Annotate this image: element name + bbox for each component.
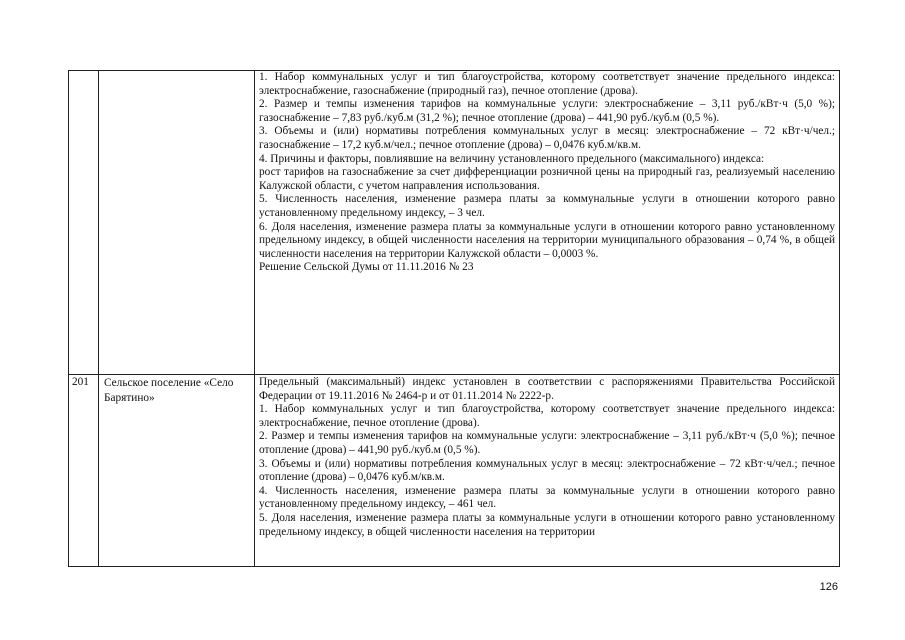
document-table [68, 70, 840, 567]
paragraph: 4. Численность населения, изменение размера платы за коммунальные услуги в отношении которого равно установленному предельному индексу, – 461 чел. [259, 484, 835, 511]
paragraph: рост тарифов на газоснабжение за счет дифференциации розничной цены на природный газ, реализуемый населению Калужской области, с учетом направления использования. [259, 166, 835, 192]
paragraph: 5. Численность населения, изменение размера платы за коммунальные услуги в отношении которого равно установленному предельному индексу, – 3 чел. [259, 193, 835, 219]
paragraph: 6. Доля населения, изменение размера платы за коммунальные услуги в отношении которого равно установленному предельному индексу, в общей численности населения на территории муниципального образования – 0,74 %, в общей численности населения на территории Калужской области – 0,0003 %. [259, 220, 835, 260]
table-border-left [68, 70, 69, 567]
row-divider [68, 374, 840, 375]
paragraph: 1. Набор коммунальных услуг и тип благоустройства, которому соответствует значение предельного индекса: электроснабжение, газоснабжение (природный газ), печное отопление (дрова). [259, 71, 835, 97]
decision-reference: Решение Сельской Думы от 11.11.2016 № 23 [259, 261, 474, 274]
paragraph: Предельный (максимальный) индекс установлен в соответствии с распоряжениями Правительства Российской Федерации от 19.11.2016 № 2464-р и от 01.11.2014 № 2222-р. [259, 376, 835, 402]
row-content-prev [259, 71, 835, 275]
column-divider-number [98, 70, 99, 567]
table-border-bottom [68, 566, 840, 567]
row-content [259, 376, 835, 539]
paragraph: 3. Объемы и (или) нормативы потребления коммунальных услуг в месяц: электроснабжение – 72 кВт·ч/чел.; газоснабжение – 17,2 куб.м/чел.; печное отопление (дрова) – 0,0476 куб.м/кв.м. [259, 125, 835, 151]
column-divider-name [254, 70, 255, 567]
paragraph: 3. Объемы и (или) нормативы потребления коммунальных услуг в месяц: электроснабжение – 72 кВт·ч/чел.; печное отопление (дрова) – 0,0476 куб.м/кв.м. [259, 457, 835, 484]
paragraph: 5. Доля населения, изменение размера платы за коммунальные услуги в отношении которого равно установленному предельному индексу, в общей численности населения на территории [259, 511, 835, 538]
paragraph: 2. Размер и темпы изменения тарифов на коммунальные услуги: электроснабжение – 3,11 руб./кВт·ч (5,0 %); печное отопление (дрова) – 441,90 руб./куб.м (0,5 %). [259, 430, 835, 456]
paragraph: 4. Причины и факторы, повлиявшие на величину установленного предельного (максимального) индекса: [259, 152, 765, 165]
row-number: 201 [72, 376, 89, 388]
paragraph: 2. Размер и темпы изменения тарифов на коммунальные услуги: электроснабжение – 3,11 руб./кВт·ч (5,0 %); газоснабжение – 7,83 руб./куб.м (31,2 %); печное отопление (дрова) – 441,90 руб./куб.м (0,5 %). [259, 98, 835, 124]
paragraph: 1. Набор коммунальных услуг и тип благоустройства, которому соответствует значение предельного индекса: электроснабжение, печное отопление (дрова). [259, 403, 835, 429]
municipality-name: Сельское поселение «Село Барятино» [104, 377, 234, 404]
page-number: 126 [819, 581, 838, 593]
table-border-right [839, 70, 840, 567]
